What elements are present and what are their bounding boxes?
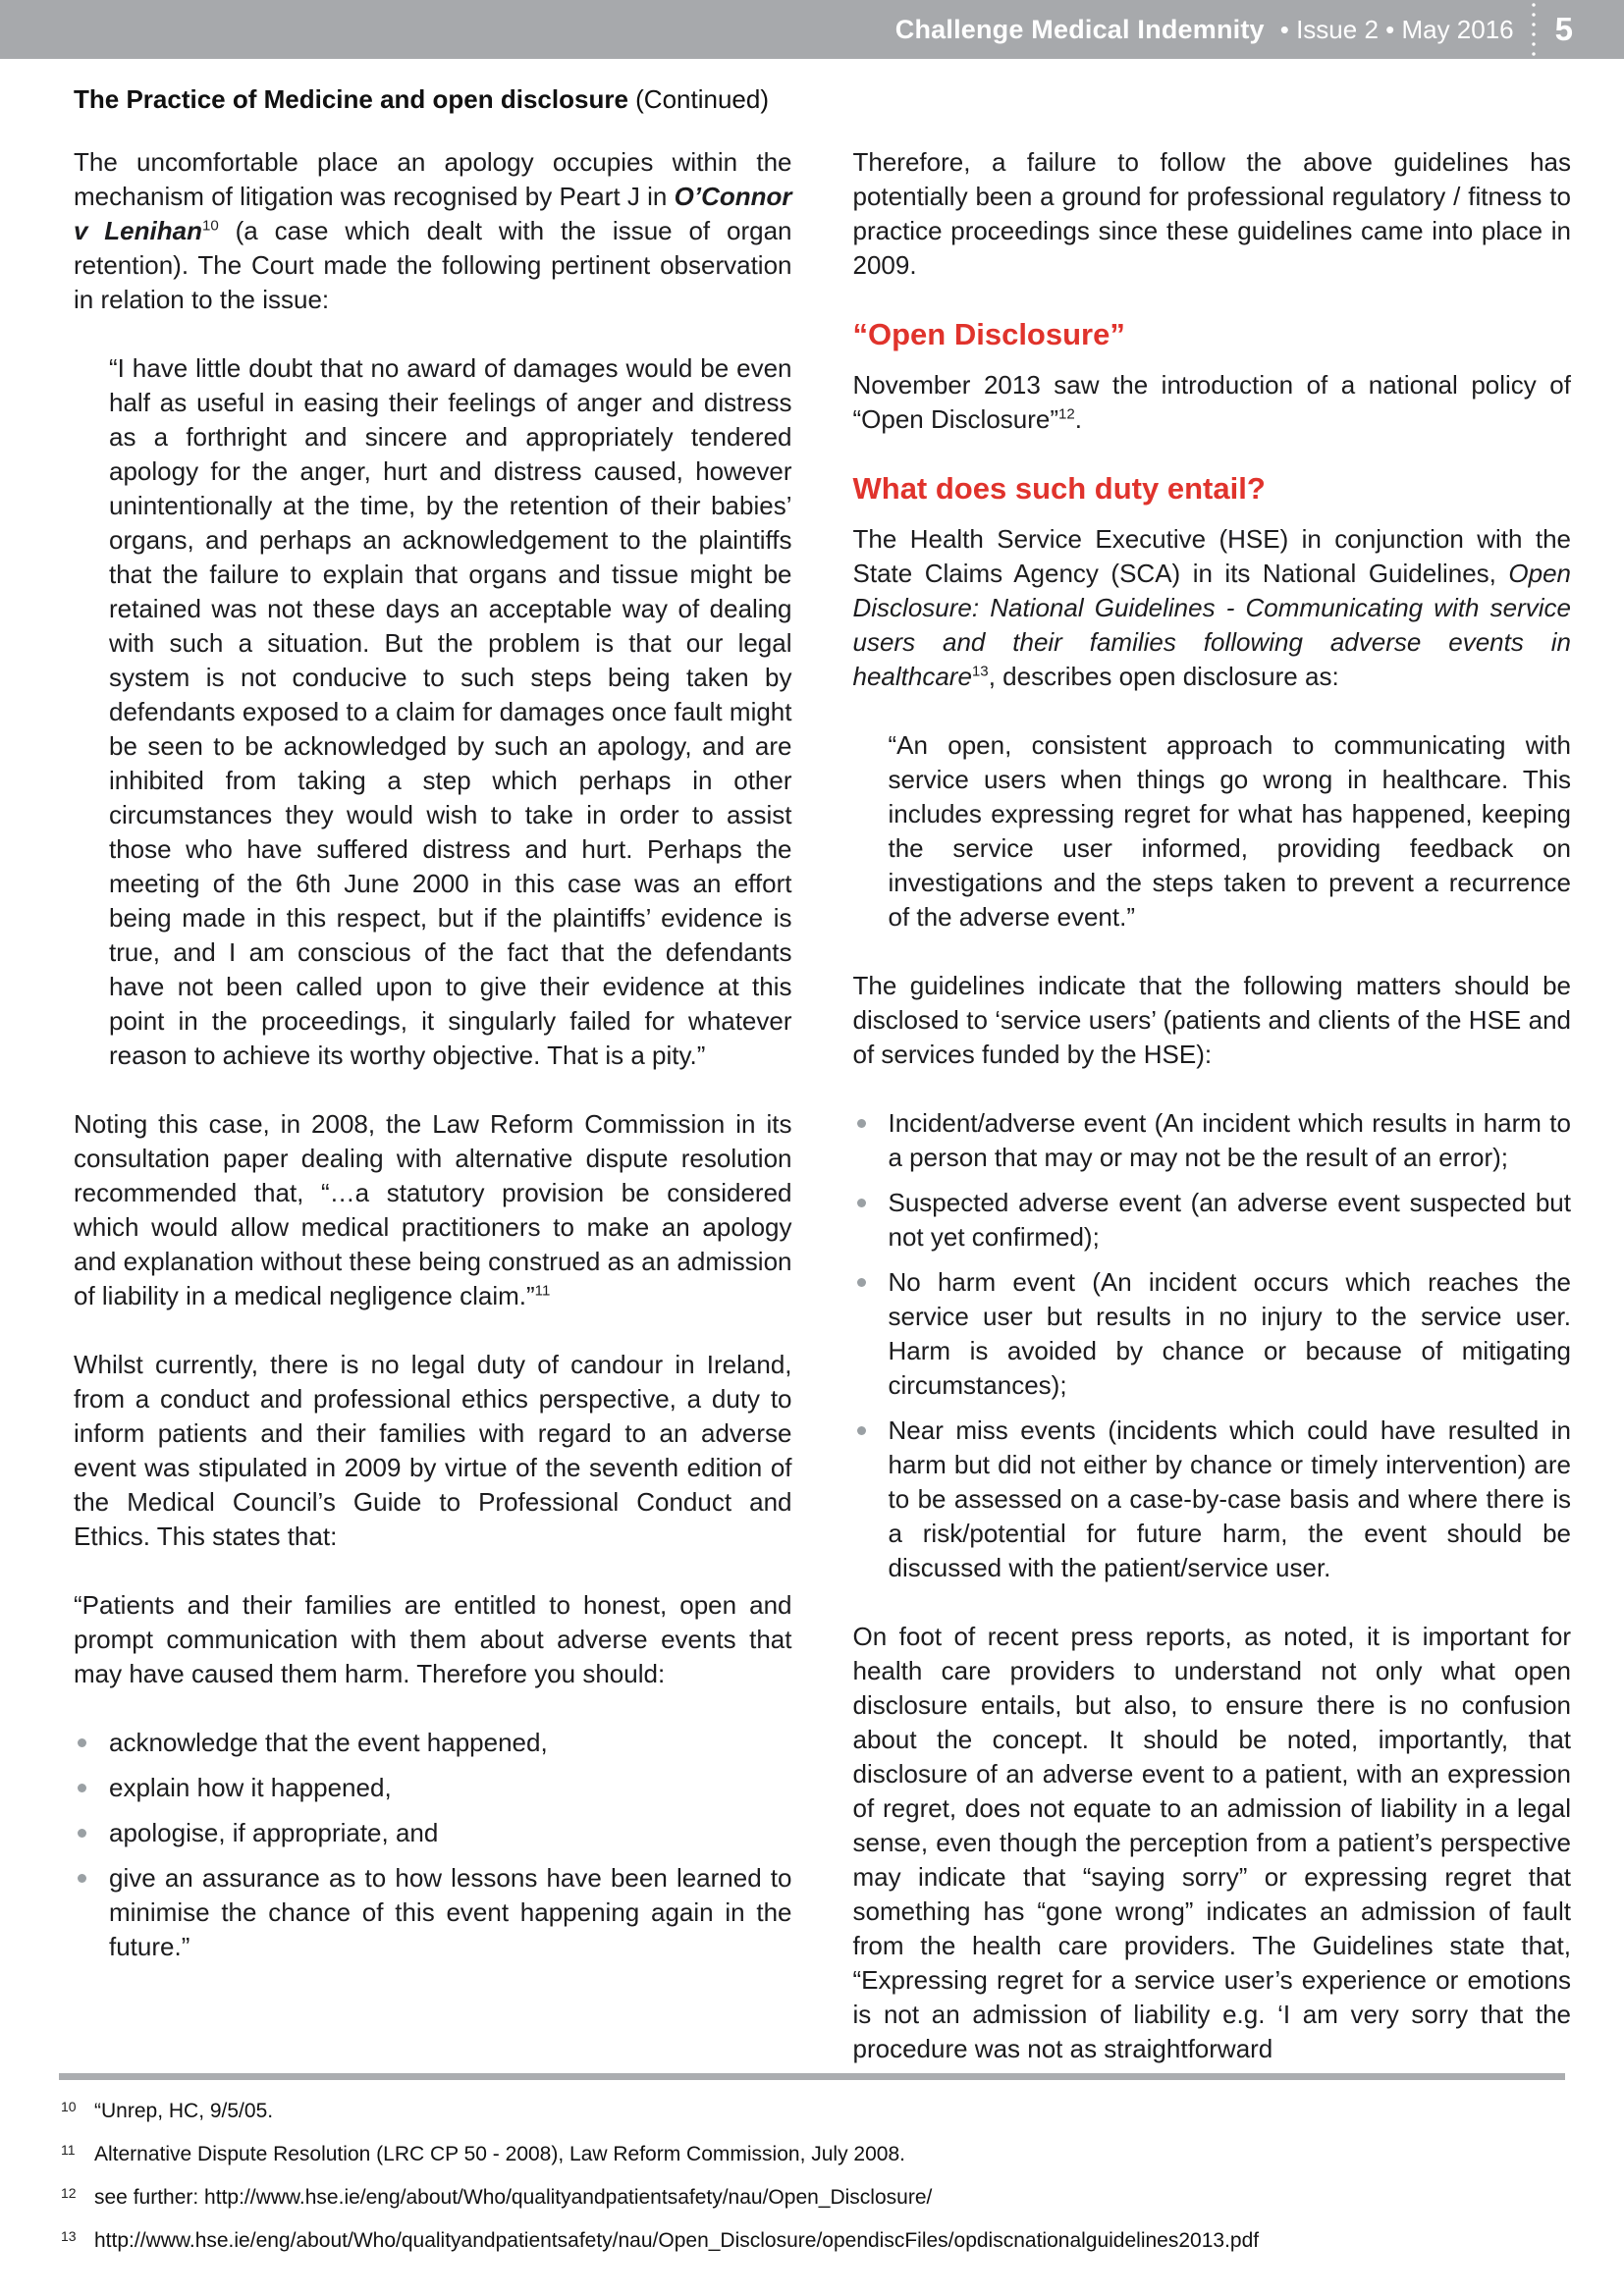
footnotes bbox=[61, 2097, 1563, 2269]
bullet-dot-icon bbox=[857, 1278, 866, 1287]
list-item bbox=[853, 1414, 1572, 1585]
list-item-text bbox=[889, 1186, 1572, 1255]
bullet-list bbox=[853, 1106, 1572, 1585]
list-item bbox=[74, 1816, 792, 1850]
text-segment: “Patients and their families are entitled to honest, open and prompt communication with them about adverse events that may have caused them harm. Therefore you should: bbox=[74, 1590, 792, 1688]
list-item-text bbox=[109, 1726, 792, 1760]
list-item bbox=[853, 1106, 1572, 1175]
article-body bbox=[74, 145, 1571, 2101]
list-item-text bbox=[109, 1816, 792, 1850]
footnote-number: 10 bbox=[61, 2099, 77, 2114]
paragraph bbox=[74, 1107, 792, 1313]
article-title-continued: (Continued) bbox=[627, 84, 769, 114]
footnote bbox=[61, 2183, 1563, 2213]
text-segment: Therefore, a failure to follow the above guidelines has potentially been a ground for professional regulatory / fitness to practice proceedings since these guidelines came into place in 2009. bbox=[852, 147, 1571, 280]
paragraph bbox=[853, 368, 1572, 437]
footnote-text: Alternative Dispute Resolution (LRC CP 50 - 2008), Law Reform Commission, July 2008. bbox=[94, 2143, 905, 2165]
text-segment: Whilst currently, there is no legal duty of candour in Ireland, from a conduct and professional ethics perspective, a duty to inform patients and their families with regard to an adverse event was stipulated in 2009 by virtue of the seventh edition of the Medical Council’s Guide to Professional Conduct and Ethics. This states that: bbox=[74, 1350, 792, 1551]
text-segment: O’Connor v Lenihan bbox=[74, 182, 792, 245]
bullet-dot-icon bbox=[78, 1874, 86, 1883]
text-segment: The Health Service Executive (HSE) in conjunction with the State Claims Agency (SCA) in its National Guidelines, bbox=[852, 524, 1571, 588]
footnote-ref: 13 bbox=[971, 663, 989, 680]
text-segment: Open Disclosure: National Guidelines - Communicating with service users and their families following adverse events in healthcare bbox=[852, 559, 1571, 691]
text-segment: The guidelines indicate that the following matters should be disclosed to ‘service users’ (patients and clients of the HSE and of services funded by the HSE): bbox=[852, 971, 1571, 1069]
list-item bbox=[74, 1726, 792, 1760]
quote-paragraph bbox=[853, 728, 1572, 934]
text-segment: give an assurance as to how lessons have been learned to minimise the chance of this event happening again in the future.” bbox=[109, 1863, 792, 1961]
paragraph bbox=[74, 1588, 792, 1691]
text-segment: explain how it happened, bbox=[109, 1773, 392, 1802]
text-segment: Near miss events (incidents which could have resulted in harm but did not either by chance or timely intervention) are to be assessed on a case-by-case basis and where there is a risk/potential for future harm, the event should be discussed with the patient/service user. bbox=[888, 1415, 1571, 1582]
paragraph bbox=[74, 145, 792, 317]
text-segment: , describes open disclosure as: bbox=[988, 662, 1339, 691]
text-segment: “An open, consistent approach to communicating with service users when things go wrong in healthcare. This includes expressing regret for what has happened, keeping the service user informed, providing feedback on investigations and the steps taken to prevent a recurrence of the adverse event.” bbox=[888, 730, 1571, 932]
list-item bbox=[74, 1861, 792, 1964]
list-item bbox=[853, 1265, 1572, 1403]
list-item-text bbox=[109, 1771, 792, 1805]
article-title bbox=[74, 84, 769, 115]
text-segment: November 2013 saw the introduction of a national policy of “Open Disclosure” bbox=[852, 370, 1571, 434]
text-segment: “Open Disclosure” bbox=[852, 317, 1125, 351]
bullet-dot-icon bbox=[857, 1119, 866, 1128]
footnote-ref: 10 bbox=[201, 217, 219, 235]
bullet-dot-icon bbox=[78, 1829, 86, 1838]
list-item bbox=[853, 1186, 1572, 1255]
list-item-text bbox=[889, 1106, 1572, 1175]
footnote bbox=[61, 2097, 1563, 2126]
bullet-dot-icon bbox=[78, 1738, 86, 1747]
paragraph bbox=[853, 145, 1572, 283]
footnote-text: “Unrep, HC, 9/5/05. bbox=[94, 2100, 274, 2122]
quote-paragraph bbox=[74, 351, 792, 1073]
footnote-number: 12 bbox=[61, 2185, 77, 2201]
text-segment: Noting this case, in 2008, the Law Reform Commission in its consultation paper dealing with alternative dispute resolution recommended that, “…a statutory provision be considered which would allow medical practitioners to make an apology and explanation without these being construed as an admission of liability in a medical negligence claim.” bbox=[74, 1109, 792, 1310]
text-segment: apologise, if appropriate, and bbox=[109, 1818, 439, 1847]
text-segment: . bbox=[1074, 404, 1083, 434]
bullet-dot-icon bbox=[857, 1199, 866, 1207]
paragraph bbox=[74, 1348, 792, 1554]
list-item bbox=[74, 1771, 792, 1805]
dotted-divider-icon bbox=[1532, 0, 1536, 59]
text-segment: The uncomfortable place an apology occupies within the mechanism of litigation was recognised by Peart J in bbox=[74, 147, 792, 211]
footnote-ref: 11 bbox=[534, 1282, 551, 1300]
footnote-text: http://www.hse.ie/eng/about/Who/qualityandpatientsafety/nau/Open_Disclosure/opendiscFiles/opdiscnationalguidelines2013.pdf bbox=[94, 2229, 1260, 2252]
footnote-ref: 12 bbox=[1058, 405, 1075, 423]
newsletter-title: Challenge Medical Indemnity bbox=[894, 14, 1265, 44]
text-segment: (a case which dealt with the issue of organ retention). The Court made the following pertinent observation in relation to the issue: bbox=[74, 216, 792, 314]
text-segment: What does such duty entail? bbox=[852, 471, 1266, 506]
footnote bbox=[61, 2140, 1563, 2169]
text-segment: “I have little doubt that no award of damages would be even half as useful in easing their feelings of anger and distress as a forthright and sincere and appropriately tendered apology for the anger, hurt and distress caused, however unintentionally at the time, by the retention of their babies’ organs, and perhaps an acknowledgement to the plaintiffs that the failure to explain that organs and tissue might be retained was not these days an acceptable way of dealing with such a situation. But the problem is that our legal system is not conducive to such steps being taken by defendants exposed to a claim for damages once fault might be seen to be acknowledged by such an apology, and are inhibited from taking a step which perhaps in other circumstances they would wish to take in order to assist those who have suffered distress and hurt. Perhaps the meeting of the 6th June 2000 in this case was an effort being made in this respect, but if the plaintiffs’ evidence is true, and I am conscious of the fact that the defendants have not been called upon to give their evidence at this point in the proceedings, it singularly failed for whatever reason to achieve its worthy objective. That is a pity.” bbox=[109, 353, 792, 1070]
paragraph bbox=[853, 522, 1572, 694]
list-item-text bbox=[889, 1414, 1572, 1585]
footnote-divider bbox=[59, 2073, 1565, 2080]
list-item-text bbox=[109, 1861, 792, 1964]
footnote bbox=[61, 2226, 1563, 2256]
text-segment: On foot of recent press reports, as noted, it is important for health care providers to understand not only what open disclosure entails, but also, to ensure there is no confusion about the concept. It should be noted, importantly, that disclosure of an adverse event to a patient, with an expression of regret, does not equate to an admission of liability in a legal sense, even though the perception from a patient’s perspective may indicate that “saying sorry” or expressing regret that something has “gone wrong” indicates an admission of fault from the health care providers. The Guidelines state that, “Expressing regret for a service user’s experience or emotions is not an admission of liability e.g. ‘I am very sorry that the procedure was not as straightforward bbox=[852, 1622, 1571, 2063]
header-bar bbox=[0, 0, 1624, 59]
paragraph bbox=[853, 1620, 1572, 2066]
bullet-dot-icon bbox=[78, 1784, 86, 1792]
footnote-number: 13 bbox=[61, 2228, 77, 2244]
left-column bbox=[74, 145, 792, 2101]
text-segment: Incident/adverse event (An incident which results in harm to a person that may or may not be the result of an error); bbox=[888, 1108, 1571, 1172]
article-title-text: The Practice of Medicine and open disclosure bbox=[74, 84, 628, 114]
text-segment: Suspected adverse event (an adverse event suspected but not yet confirmed); bbox=[888, 1188, 1571, 1252]
section-heading bbox=[853, 471, 1572, 507]
footnote-text: see further: http://www.hse.ie/eng/about/Who/qualityandpatientsafety/nau/Open_Disclosure/ bbox=[94, 2186, 933, 2209]
section-heading bbox=[853, 317, 1572, 352]
text-segment: acknowledge that the event happened, bbox=[109, 1728, 548, 1757]
paragraph bbox=[853, 969, 1572, 1072]
text-segment: No harm event (An incident occurs which reaches the service user but results in no injury to the service user. Harm is avoided by chance or because of mitigating circumstances); bbox=[888, 1267, 1571, 1400]
bullet-dot-icon bbox=[857, 1426, 866, 1435]
right-column bbox=[853, 145, 1572, 2101]
page-number: 5 bbox=[1554, 11, 1573, 47]
list-item-text bbox=[889, 1265, 1572, 1403]
footnote-number: 11 bbox=[61, 2142, 76, 2158]
bullet-list bbox=[74, 1726, 792, 1964]
issue-date: • Issue 2 • May 2016 bbox=[1279, 14, 1514, 44]
